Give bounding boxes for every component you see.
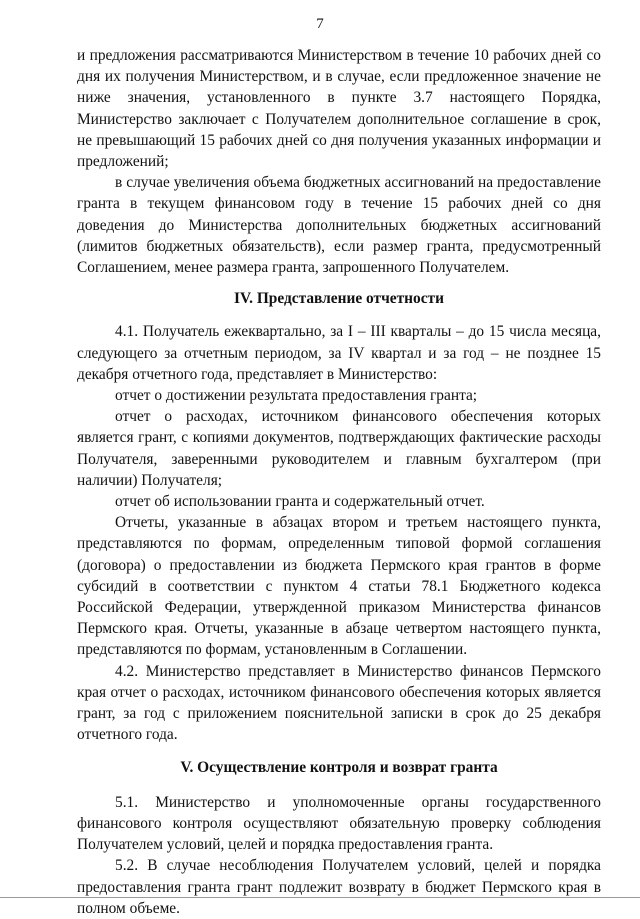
- paragraph-report-result: отчет о достижении результата предоставления гранта;: [115, 387, 478, 405]
- paragraph-report-usage: отчет об использовании гранта и содержательный отчет.: [115, 493, 485, 511]
- paragraph-5-1: 5.1. Министерство и уполномоченные органы государственного финансового контроля осуществляют обязательную проверку соблюдения Получателем условий, целей и порядка предоставления гранта.: [77, 793, 601, 854]
- section-v-heading: V. Осуществление контроля и возврат гранта: [180, 758, 498, 776]
- paragraph-budget-increase: в случае увеличения объема бюджетных ассигнований на предоставление гранта в текущем финансовом году в течение 15 рабочих дней со дня доведения до Министерства дополнительных бюджетных ассигнований (лимитов бюджетных обязательств), если размер гранта, предусмотренный Соглашением, менее размера гранта, запрошенного Получателем.: [77, 174, 601, 277]
- page-number: 7: [316, 16, 324, 32]
- document-body: [77, 45, 601, 919]
- paragraph-5-2: 5.2. В случае несоблюдения Получателем условий, целей и порядка предоставления гранта грант подлежит возврату в бюджет Пермского края в полном объеме.: [77, 857, 601, 917]
- page-bottom-edge: [0, 897, 640, 898]
- section-iv-heading: IV. Представление отчетности: [234, 290, 444, 308]
- paragraph-continuation: и предложения рассматриваются Министерством в течение 10 рабочих дней со дня их получения Министерством, и в случае, если предложенное значение не ниже значения, установленного в пункте 3.7 настоящего Порядка, Министерство заключает с Получателем дополнительное соглашение в срок, не превышающий 15 рабочих дней со дня получения указанных информации и предложений;: [77, 47, 601, 171]
- paragraph-4-1: 4.1. Получатель ежеквартально, за I – III кварталы – до 15 числа месяца, следующего за отчетным периодом, за IV квартал и за год – не позднее 15 декабря отчетного года, представляет в Министерство:: [77, 323, 601, 383]
- paragraph-report-expenses: отчет о расходах, источником финансового обеспечения которых является грант, с копиями документов, подтверждающих фактические расходы Получателя, заверенными руководителем и главным бухгалтером (при наличии) Получателя;: [77, 408, 601, 489]
- paragraph-4-2: 4.2. Министерство представляет в Министерство финансов Пермского края отчет о расходах, источником финансового обеспечения которых является грант, за год с приложением пояснительной записки в срок до 25 декабря отчетного года.: [77, 662, 601, 744]
- paragraph-report-forms: Отчеты, указанные в абзацах втором и третьем настоящего пункта, представляются по формам, определенным типовой формой соглашения (договора) о предоставлении из бюджета Пермского края грантов в форме субсидий в соответствии с пунктом 4 статьи 78.1 Бюджетного кодекса Российской Федерации, утвержденной приказом Министерства финансов Пермского края. Отчеты, указанные в абзаце четвертом настоящего пункта, представляются по формам, установленным в Соглашении.: [77, 514, 601, 659]
